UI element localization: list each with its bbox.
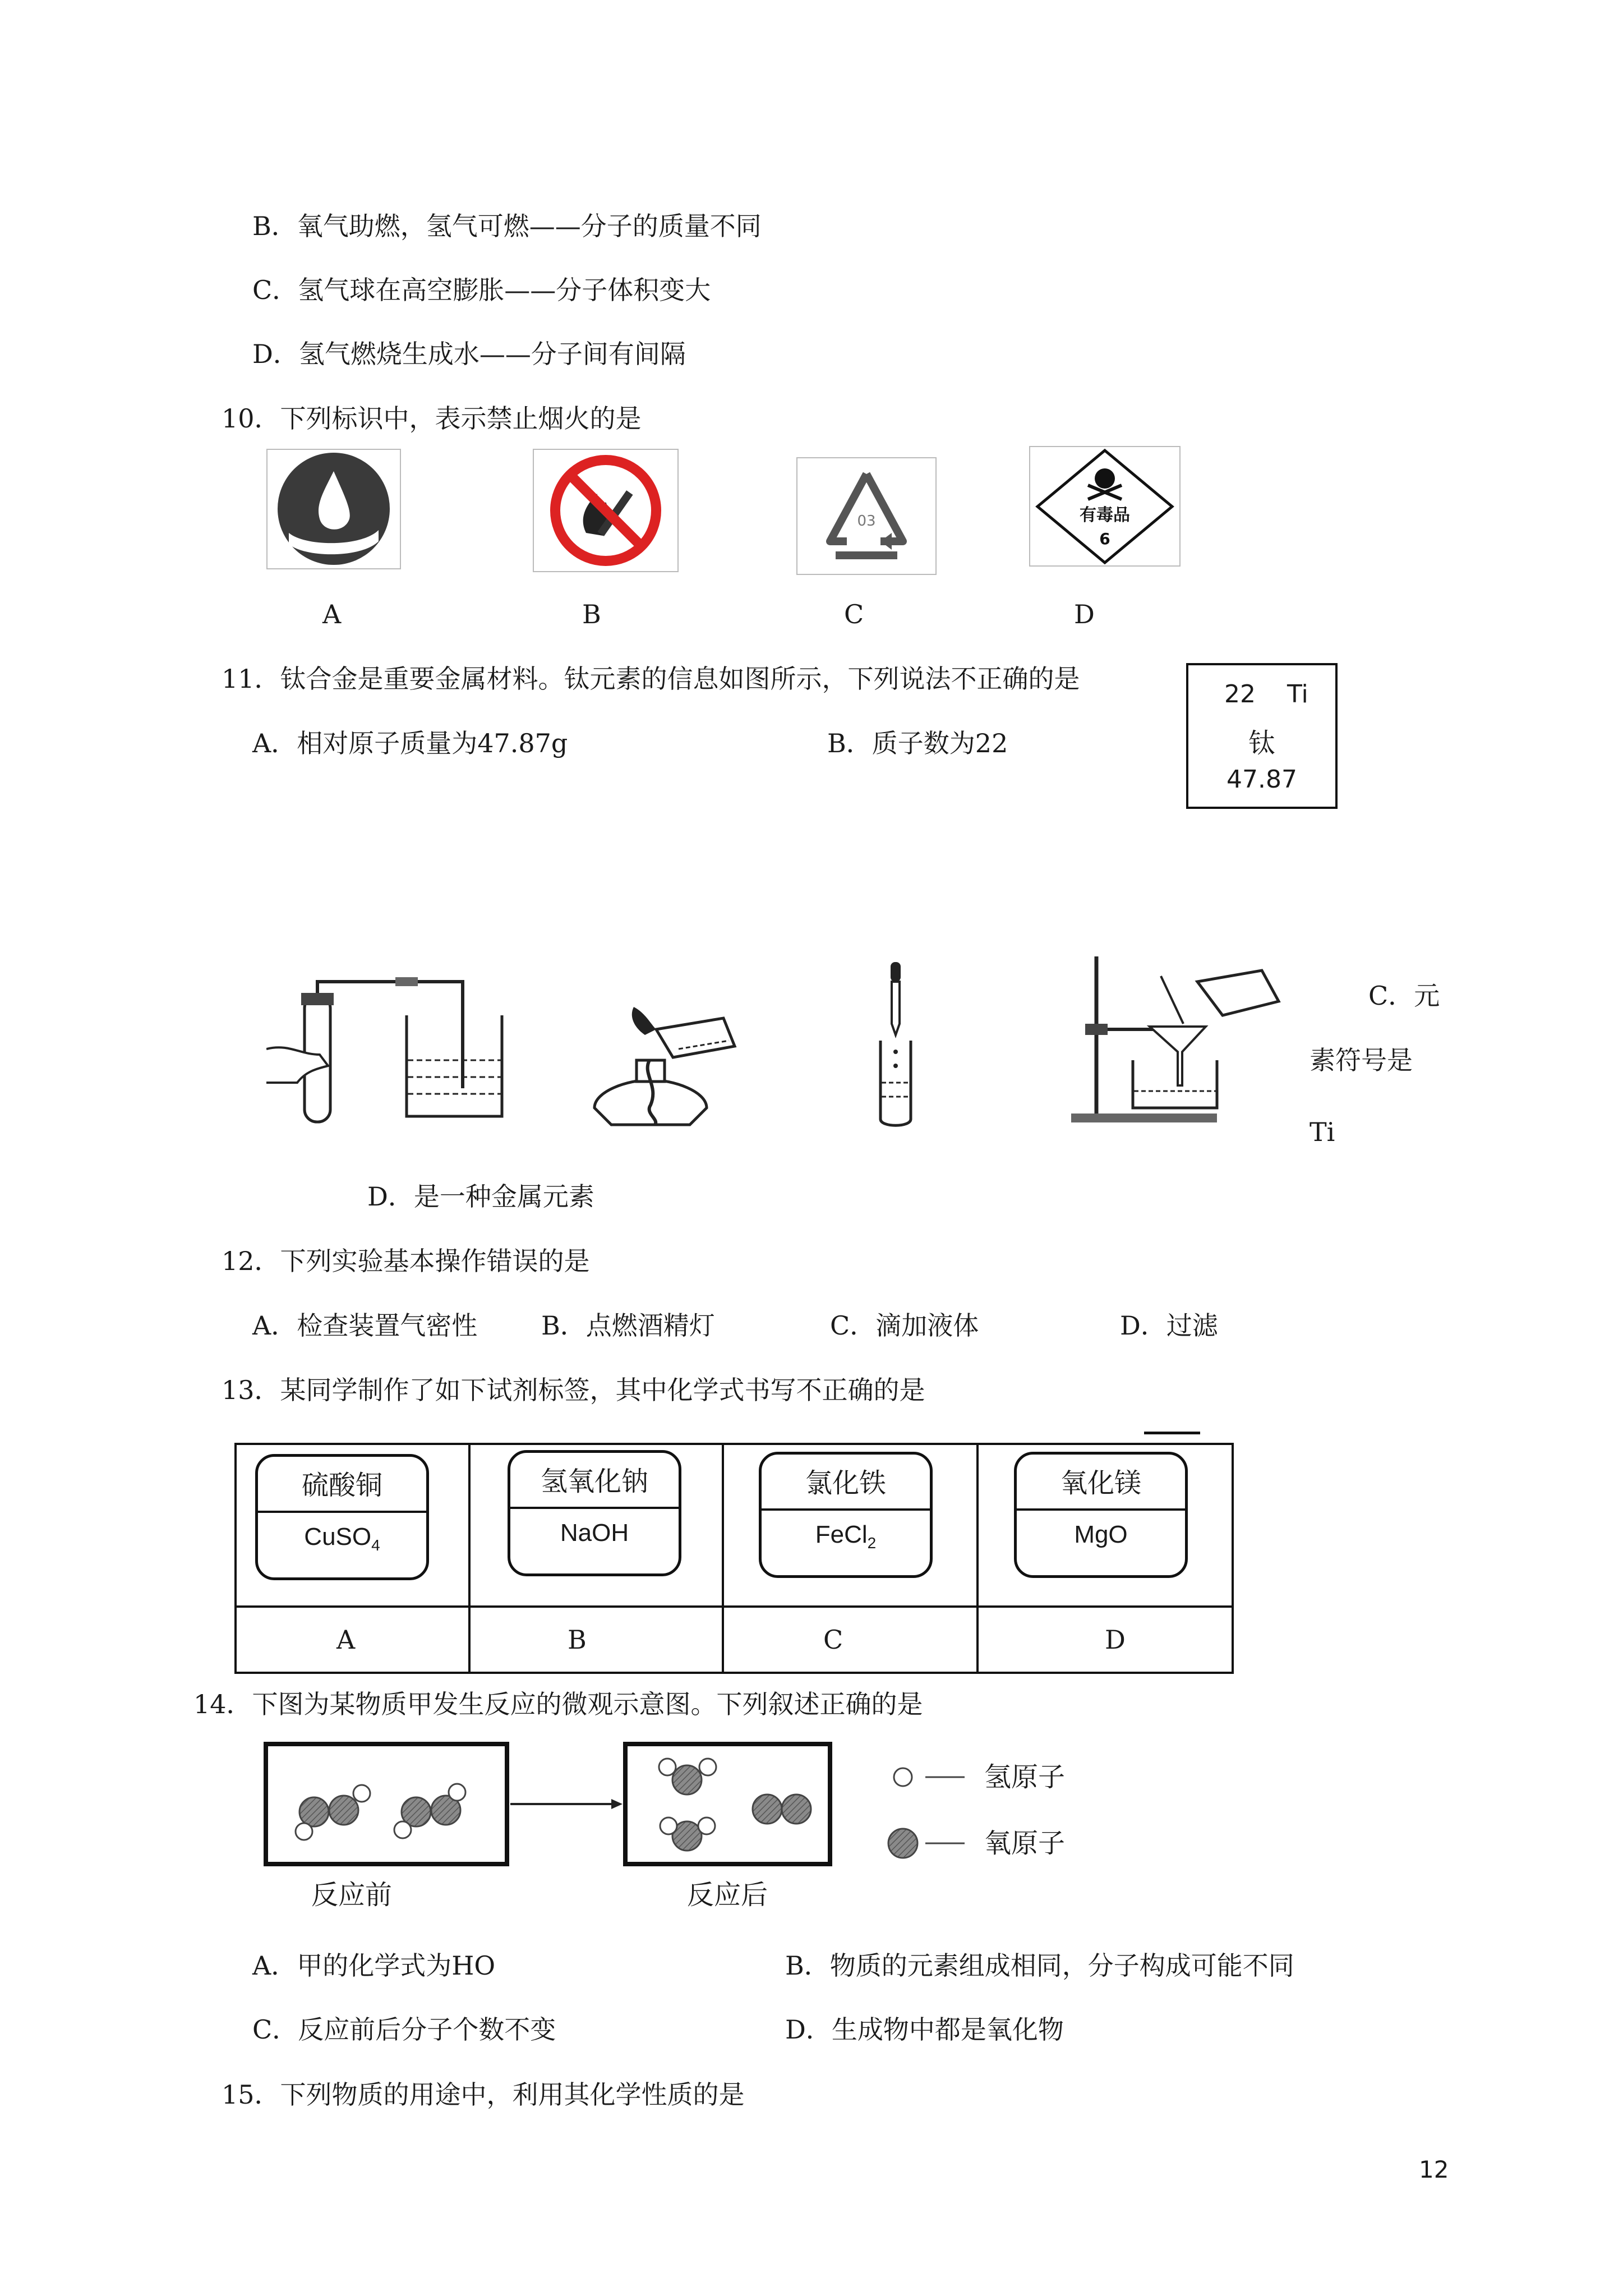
q9-option-c: C．氢气球在高空膨胀——分子体积变大 bbox=[252, 275, 711, 305]
reagent-label-b bbox=[508, 1450, 681, 1576]
q12-stem: 12．下列实验基本操作错误的是 bbox=[222, 1246, 590, 1276]
q11-option-c-part1: C．元 bbox=[1368, 981, 1440, 1011]
reagent-formula: CuSO$_4$ bbox=[304, 1523, 380, 1554]
reagent-label-a bbox=[255, 1454, 429, 1580]
q10-label-a: A bbox=[322, 599, 342, 629]
q11-option-c-part2: 素符号是 bbox=[1310, 1045, 1413, 1075]
table-letter-d: D bbox=[1105, 1625, 1126, 1655]
element-mass: 47.87 bbox=[1227, 765, 1297, 794]
reagent-name: 氢氧化钠 bbox=[540, 1466, 648, 1497]
toxic-text: 有毒品 bbox=[1080, 505, 1130, 525]
toxic-number: 6 bbox=[1099, 530, 1110, 548]
reagent-name: 氧化镁 bbox=[1060, 1467, 1141, 1499]
element-card bbox=[1186, 663, 1338, 809]
page-number: 12 bbox=[1419, 2156, 1449, 2183]
reagent-name: 硫酸铜 bbox=[301, 1470, 382, 1501]
recycle-sign-icon bbox=[796, 457, 937, 575]
q14-option-b: B．物质的元素组成相同，分子构成可能不同 bbox=[785, 1950, 1294, 1981]
element-number: 22 bbox=[1224, 680, 1256, 708]
reagent-formula: NaOH bbox=[560, 1519, 629, 1547]
reagent-formula: MgO bbox=[1074, 1521, 1128, 1548]
table-letter-b: B bbox=[568, 1625, 587, 1655]
short-rule bbox=[1144, 1432, 1200, 1434]
recycle-number: 03 bbox=[857, 513, 876, 530]
q11-option-d: D．是一种金属元素 bbox=[367, 1181, 594, 1212]
table-col-divider bbox=[976, 1443, 979, 1674]
before-label: 反应前 bbox=[311, 1879, 393, 1911]
table-letter-a: A bbox=[336, 1625, 356, 1655]
q11-option-a: A．相对原子质量为47.87g bbox=[252, 728, 568, 758]
q11-option-c-part3: Ti bbox=[1310, 1117, 1335, 1147]
legend-oxygen: 氧原子 bbox=[984, 1828, 1066, 1859]
q12-option-d: D．过滤 bbox=[1120, 1310, 1218, 1341]
element-name: 钛 bbox=[1248, 728, 1275, 759]
reagent-label-d bbox=[1014, 1452, 1188, 1578]
reagent-formula: FeCl$_2$ bbox=[815, 1521, 877, 1552]
q10-label-c: C bbox=[844, 599, 864, 629]
q14-stem: 14．下图为某物质甲发生反应的微观示意图。下列叙述正确的是 bbox=[193, 1689, 923, 1719]
element-symbol: Ti bbox=[1287, 680, 1308, 708]
q10-label-b: B bbox=[582, 599, 601, 629]
water-saving-sign-icon bbox=[266, 449, 401, 569]
q10-label-d: D bbox=[1074, 599, 1095, 629]
q13-stem: 13．某同学制作了如下试剂标签，其中化学式书写不正确的是 bbox=[222, 1375, 925, 1405]
q14-option-c: C．反应前后分子个数不变 bbox=[252, 2014, 556, 2045]
airtightness-check-apparatus bbox=[266, 970, 524, 1128]
q15-stem: 15．下列物质的用途中，利用其化学性质的是 bbox=[222, 2079, 745, 2110]
q11-stem: 11．钛合金是重要金属材料。钛元素的信息如图所示，下列说法不正确的是 bbox=[222, 664, 1080, 694]
table-letter-c: C bbox=[823, 1625, 843, 1655]
filtration-apparatus-icon bbox=[1071, 954, 1284, 1128]
no-fire-sign-icon bbox=[533, 449, 679, 572]
reagent-label-c bbox=[759, 1452, 933, 1578]
legend-hydrogen: 氢原子 bbox=[984, 1761, 1066, 1793]
q12-option-c: C．滴加液体 bbox=[830, 1310, 979, 1341]
alcohol-lamp-lighting-icon bbox=[589, 1007, 740, 1133]
table-col-divider bbox=[468, 1443, 471, 1674]
q9-option-b: B．氧气助燃，氢气可燃——分子的质量不同 bbox=[252, 211, 762, 241]
q12-option-a: A．检查装置气密性 bbox=[252, 1310, 478, 1341]
q9-option-d: D．氢气燃烧生成水——分子间有间隔 bbox=[252, 339, 686, 369]
q11-option-b: B．质子数为22 bbox=[827, 728, 1008, 758]
table-row-divider bbox=[234, 1605, 1234, 1608]
q12-option-b: B．点燃酒精灯 bbox=[541, 1310, 715, 1341]
reagent-name: 氯化铁 bbox=[805, 1467, 886, 1499]
q14-option-a: A．甲的化学式为HO bbox=[252, 1950, 496, 1981]
toxic-sign-icon bbox=[1029, 446, 1181, 567]
after-label: 反应后 bbox=[687, 1879, 768, 1911]
q10-stem: 10．下列标识中，表示禁止烟火的是 bbox=[222, 403, 642, 434]
table-col-divider bbox=[722, 1443, 724, 1674]
dropper-test-tube-icon bbox=[858, 962, 931, 1130]
q14-option-d: D．生成物中都是氧化物 bbox=[785, 2014, 1064, 2045]
